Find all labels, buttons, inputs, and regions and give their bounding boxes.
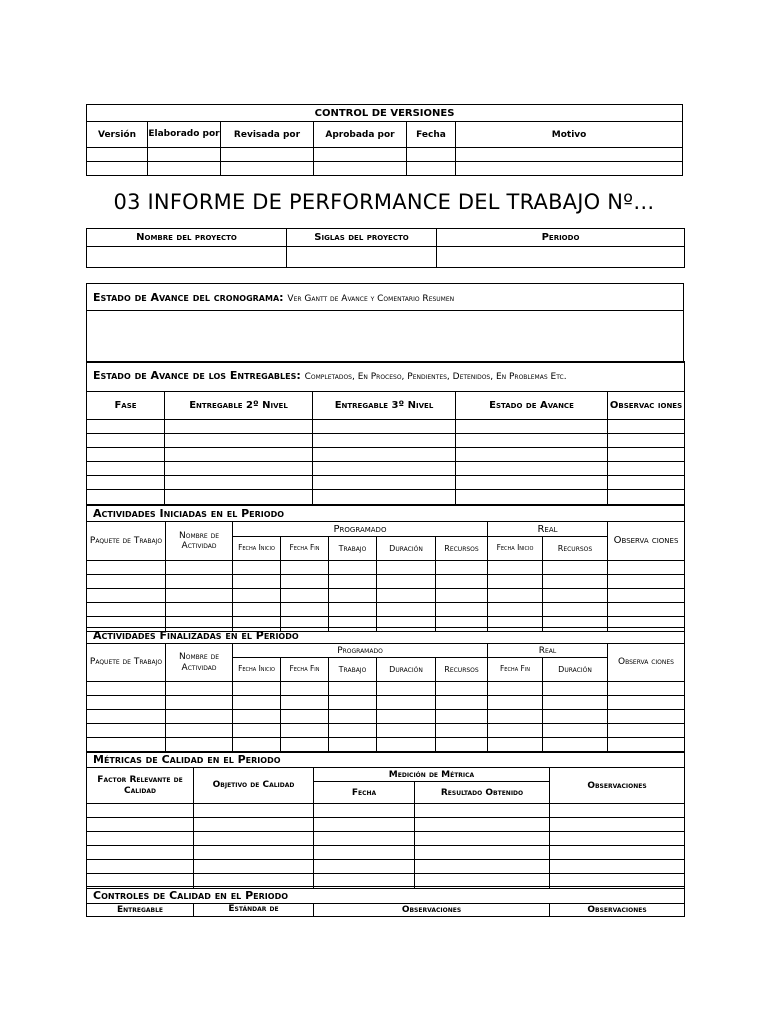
col-fecha: Fecha [314,782,415,804]
col-prog-trabajo: Trabajo [329,658,377,682]
metrics-header: Métricas de Calidad en el Periodo [87,752,685,768]
col-nombre: Nombre de Actividad [166,644,233,682]
finished-header: Actividades Finalizadas en el Periodo [87,628,685,644]
table-row [87,804,685,818]
table-row [87,561,685,575]
table-row [87,832,685,846]
col-real-duracion: Duración [543,658,608,682]
col-prog-duracion: Duración [377,658,436,682]
schedule-section [86,283,684,363]
project-acronym-header: Siglas del proyecto [287,229,437,247]
col-entregable: Entregable [87,904,194,917]
quality-controls-table [86,886,685,917]
col-real-fecha-fin: Fecha Fin [488,658,543,682]
col-observaciones: Observaciones [550,768,685,804]
started-activities-table [86,505,685,632]
col-prog-recursos: Recursos [436,537,488,561]
started-header: Actividades Iniciadas en el Periodo [87,506,685,522]
project-name-header: Nombre del proyecto [87,229,287,247]
deliverables-note: Completados, En Proceso, Pendientes, Detenidos, En Problemas Etc. [304,372,567,383]
controls-header: Controles de Calidad en el Periodo [87,887,685,904]
version-control-table [86,104,683,176]
table-row [87,682,685,696]
col-factor: Factor Relevante de Calidad [87,768,194,804]
period-header: Periodo [437,229,685,247]
col-resultado: Resultado Obtenido [415,782,550,804]
table-row [87,846,685,860]
col-real-fecha-inicio: Fecha Inicio [488,537,543,561]
col-real: Real [488,522,608,537]
col-programado: Programado [233,522,488,537]
table-row [87,860,685,874]
col-observaciones: Observac iones [608,392,685,420]
document-title: 03 INFORME DE PERFORMANCE DEL TRABAJO Nº… [113,190,655,214]
col-fecha: Fecha [407,122,456,148]
table-row [87,696,685,710]
col-revisada: Revisada por [221,122,314,148]
table-row [87,818,685,832]
col-elaborado: Elaborado por [148,122,221,148]
table-row [87,710,685,724]
quality-metrics-table [86,751,685,889]
col-entregable-3: Entregable 3º Nivel [313,392,456,420]
col-motivo: Motivo [456,122,683,148]
col-paquete: Paquete de Trabajo [87,644,166,682]
table-row [87,462,685,476]
col-prog-duracion: Duración [377,537,436,561]
version-control-title: CONTROL DE VERSIONES [87,105,683,122]
table-row [87,247,685,268]
table-row [87,148,683,162]
col-programado: Programado [233,644,488,658]
schedule-content-area [87,311,684,363]
col-observaciones: Observa ciones [608,522,685,561]
col-prog-trabajo: Trabajo [329,537,377,561]
project-table [86,228,685,268]
col-paquete: Paquete de Trabajo [87,522,166,561]
col-prog-fecha-inicio: Fecha Inicio [233,658,281,682]
table-row [87,448,685,462]
deliverables-table [86,361,685,505]
col-nombre: Nombre de Actividad [166,522,233,561]
col-prog-fecha-inicio: Fecha Inicio [233,537,281,561]
col-version: Versión [87,122,148,148]
col-real-recursos: Recursos [543,537,608,561]
table-row [87,589,685,603]
col-observaciones-2: Observaciones [550,904,685,917]
col-estado: Estado de Avance [456,392,608,420]
col-estandar: Estándar de [194,904,314,917]
col-fase: Fase [87,392,165,420]
table-row [87,603,685,617]
deliverables-header [87,362,685,392]
col-observaciones: Observa ciones [608,644,685,682]
deliverables-label: Estado de Avance de los Entregables: [93,369,301,383]
col-prog-fecha-fin: Fecha Fin [281,658,329,682]
col-medicion: Medición de Métrica [314,768,550,782]
col-aprobada: Aprobada por [314,122,407,148]
table-row [87,434,685,448]
table-row [87,476,685,490]
col-entregable-2: Entregable 2º Nivel [165,392,313,420]
col-objetivo: Objetivo de Calidad [194,768,314,804]
table-row [87,724,685,738]
col-prog-fecha-fin: Fecha Fin [281,537,329,561]
table-row [87,420,685,434]
col-prog-recursos: Recursos [436,658,488,682]
col-observaciones-1: Observaciones [314,904,550,917]
schedule-note: Ver Gantt de Avance y Comentario Resumen [287,293,455,304]
col-real: Real [488,644,608,658]
schedule-label: Estado de Avance del cronograma: [93,290,284,304]
table-row [87,575,685,589]
finished-activities-table [86,627,685,753]
table-row [87,162,683,176]
schedule-header [87,284,684,311]
table-row [87,490,685,505]
